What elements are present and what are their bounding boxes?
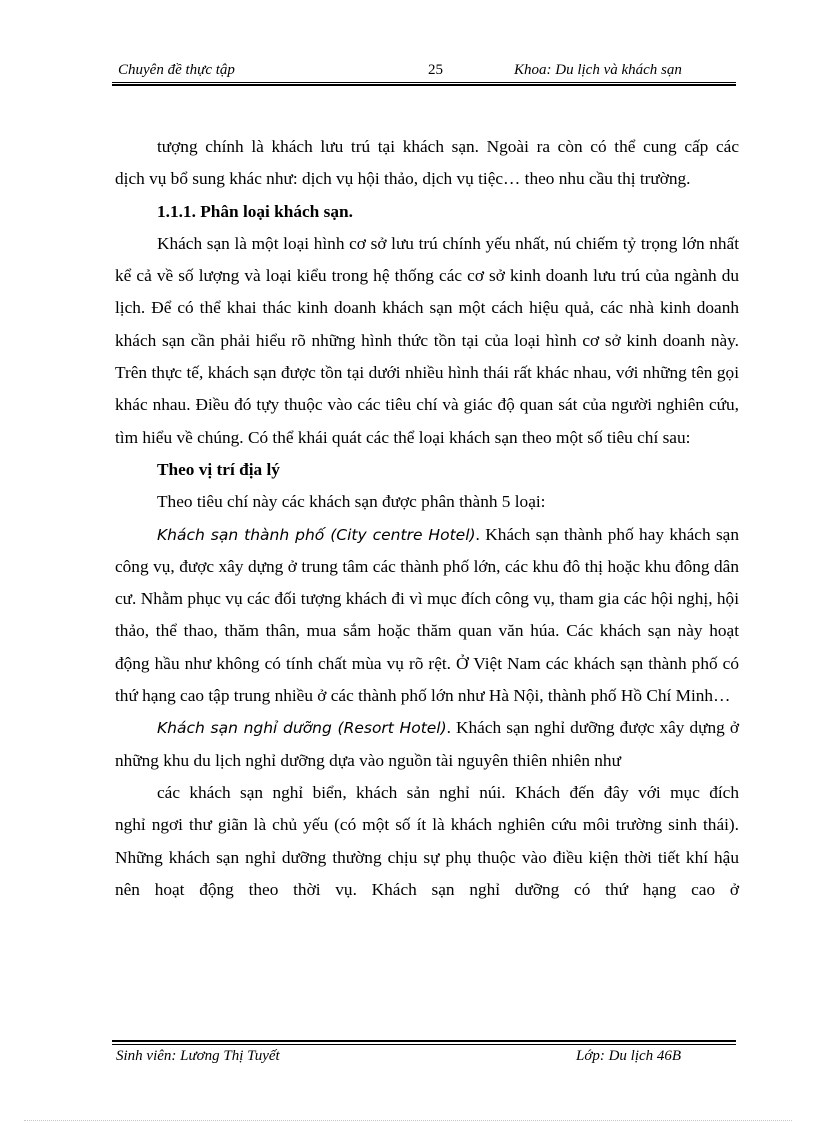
footer-rule-thick	[112, 1040, 736, 1042]
header-left-title: Chuyên đề thực tập	[118, 62, 235, 78]
paragraph-5	[115, 712, 739, 777]
resort-hotel-term: Khách sạn nghỉ dưỡng (Resort Hotel)	[157, 719, 447, 738]
paragraph-1-line-2: dịch vụ bổ sung khác như: dịch vụ hội thảo, dịch vụ tiệc… theo nhu cầu thị trường.	[115, 169, 691, 189]
paragraph-6-line-1: các khách sạn nghỉ biển, khách sản nghỉ núi. Khách đến đây với mục đích	[157, 782, 739, 802]
page-bottom-dotted-border	[24, 1120, 792, 1121]
paragraph-6: nghỉ ngơi thư giãn là chủ yếu (có một số ít là khách nghiên cứu môi trường sinh thái). Những khách sạn nghỉ dưỡng thường chịu sự phụ thuộc vào điều kiện thời tiết khí hậu nên hoạt động theo thời vụ. Khách sạn nghỉ dưỡng có thứ hạng cao ở	[115, 815, 739, 899]
page-footer	[112, 1048, 736, 1070]
paragraph-5-text: . Khách sạn nghỉ dưỡng được xây dựng ở những khu du lịch nghỉ dưỡng dựa vào nguồn tài nguyên thiên nhiên như	[115, 718, 739, 770]
paragraph-3: Theo tiêu chí này các khách sạn được phân thành 5 loại:	[157, 492, 546, 512]
header-right-title: Khoa: Du lịch và khách sạn	[514, 62, 682, 78]
body-text	[115, 131, 739, 906]
header-rule-thin	[112, 82, 736, 83]
paragraph-4	[115, 519, 739, 713]
footer-class: Lớp: Du lịch 46B	[576, 1048, 682, 1064]
footer-student: Sinh viên: Lương Thị Tuyết	[116, 1048, 280, 1064]
sub-heading: Theo vị trí địa lý	[157, 459, 280, 479]
header-rule-thick	[112, 84, 736, 86]
paragraph-1-line-1: tượng chính là khách lưu trú tại khách sạn. Ngoài ra còn có thể cung cấp các	[157, 137, 739, 156]
page-header	[112, 60, 736, 82]
paragraph-4-text: . Khách sạn thành phố hay khách sạn công vụ, được xây dựng ở trung tâm các thành phố lớn, các khu đô thị hoặc khu đông dân cư. Nhằm phục vụ các đối tượng khách đi vì mục đích công vụ, tham gia các hội nghị, hội thảo, thể thao, thăm thân, mua sắm hoặc thăm quan văn húa. Các khách sạn này hoạt động hầu như không có tính chất mùa vụ rõ rệt. Ở Việt Nam các khách sạn thành phố có thứ hạng cao tập trung nhiều ở các thành phố lớn như Hà Nội, thành phố Hồ Chí Minh…	[115, 524, 739, 706]
city-hotel-term: Khách sạn thành phố (City centre Hotel)	[157, 525, 476, 544]
paragraph-2: Khách sạn là một loại hình cơ sở lưu trú chính yếu nhất, nú chiếm tỷ trọng lớn nhất kể cả về số lượng và loại kiểu trong hệ thống các cơ sở kinh doanh lưu trú của ngành du lịch. Để có thể khai thác kinh doanh khách sạn một cách hiệu quả, các nhà kinh doanh khách sạn cần phải hiểu rõ những hình thức tồn tại của loại hình cơ sở kinh doanh này. Trên thực tế, khách sạn được tồn tại dưới nhiều hình thái rất khác nhau, với những tên gọi khác nhau. Điều đó tựy thuộc vào các tiêu chí và giác độ quan sát của người nghiên cứu, tìm hiểu về chúng. Có thể khái quát các thể loại khách sạn theo một số tiêu chí sau:	[115, 233, 739, 447]
section-heading: 1.1.1. Phân loại khách sạn.	[157, 201, 353, 221]
footer-rule-thin	[112, 1044, 736, 1045]
page-number: 25	[428, 62, 443, 78]
